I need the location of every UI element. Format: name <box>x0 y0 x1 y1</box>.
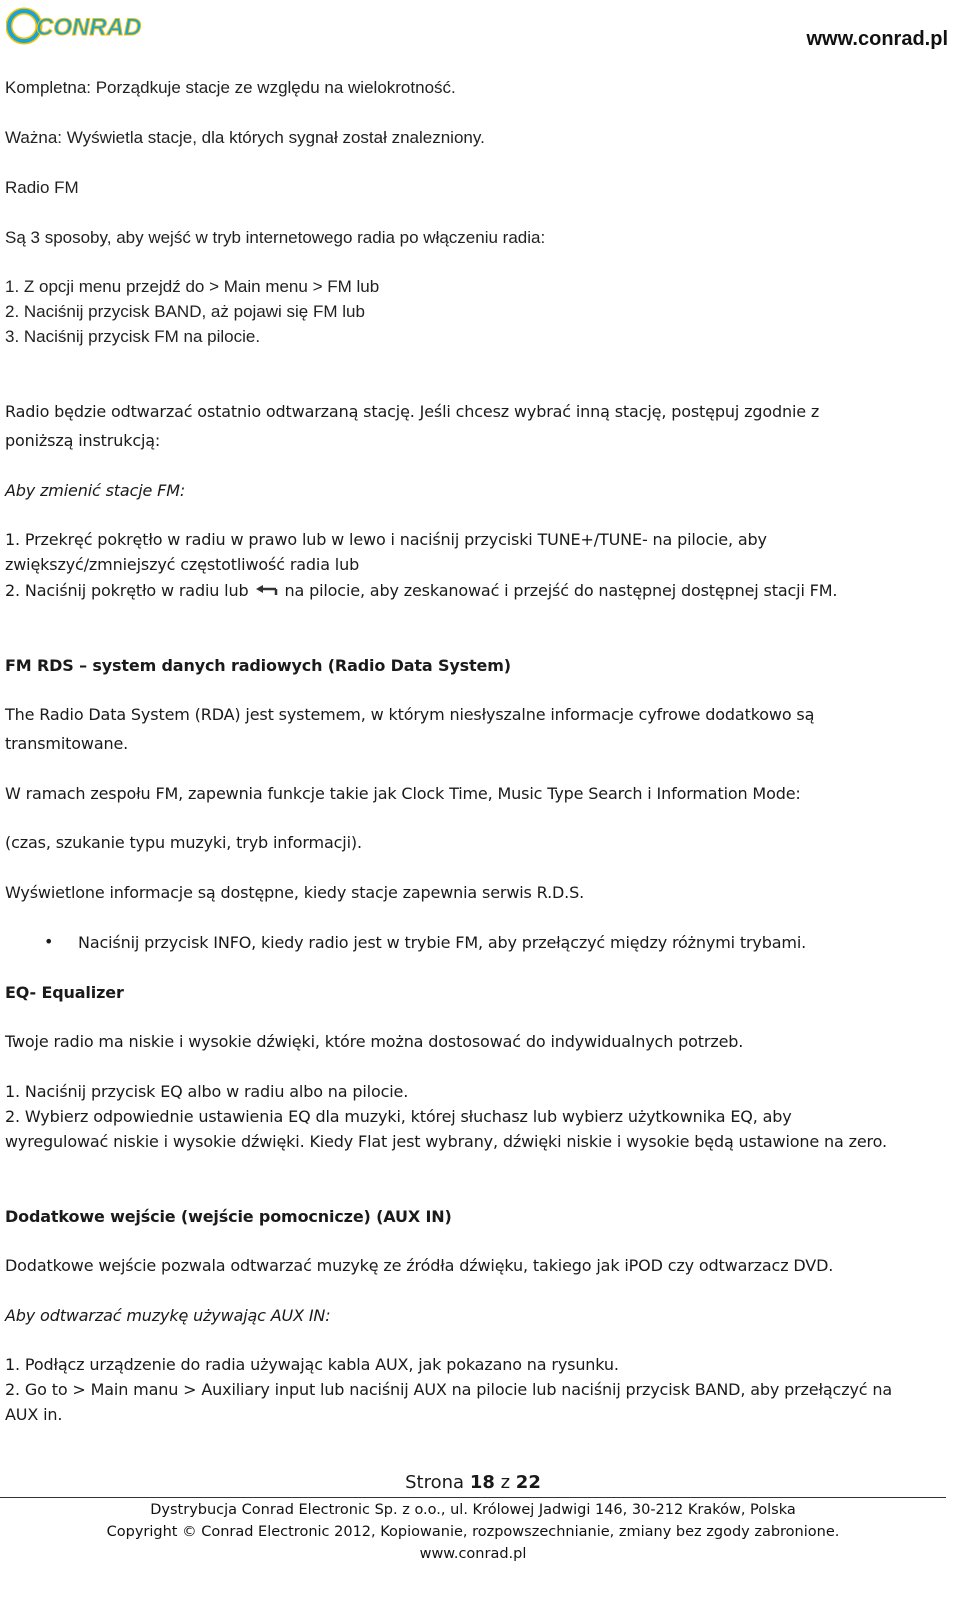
page-total: 22 <box>515 1472 541 1493</box>
list-item: 1. Przekręć pokrętło w radiu w prawo lub w lewo i naciśnij przyciski TUNE+/TUNE- na pilocie, aby <box>5 530 767 549</box>
paragraph: Radio będzie odtwarzać ostatnio odtwarzaną stację. Jeśli chcesz wybrać inną stację, postępuj zgodnie z <box>5 402 820 421</box>
footer-divider <box>0 1497 946 1498</box>
heading-aux: Dodatkowe wejście (wejście pomocnicze) (AUX IN) <box>5 1207 452 1226</box>
conrad-logo <box>6 6 166 46</box>
subheading-aux: Aby odtwarzać muzykę używając AUX IN: <box>5 1306 331 1325</box>
footer-address: Dystrybucja Conrad Electronic Sp. z o.o., ul. Królowej Jadwigi 146, 30-212 Kraków, Polska <box>150 1502 796 1518</box>
svg-text:CONRAD: CONRAD <box>36 14 142 41</box>
paragraph: poniższą instrukcją: <box>5 431 161 450</box>
bullet-item: Naciśnij przycisk INFO, kiedy radio jest w trybie FM, aby przełączyć między różnymi trybami. <box>78 933 807 952</box>
bullet-icon: • <box>44 932 54 951</box>
heading-eq: EQ- Equalizer <box>5 983 124 1002</box>
footer-copyright: Copyright © Conrad Electronic 2012, Kopiowanie, rozpowszechnianie, zmiany bez zgody zabronione. <box>106 1524 840 1540</box>
paragraph: W ramach zespołu FM, zapewnia funkcje takie jak Clock Time, Music Type Search i Information Mode: <box>5 784 801 803</box>
list-item: 2. Wybierz odpowiednie ustawienia EQ dla muzyki, której słuchasz lub wybierz użytkownika EQ, aby <box>5 1107 792 1126</box>
page-prefix: Strona <box>405 1472 465 1493</box>
paragraph: (czas, szukanie typu muzyki, tryb informacji). <box>5 833 362 852</box>
list-item: 2. Go to > Main manu > Auxiliary input lub naciśnij AUX na pilocie lub naciśnij przycisk BAND, aby przełączyć na <box>5 1380 892 1399</box>
heading-fm-rds: FM RDS – system danych radiowych (Radio Data System) <box>5 656 511 675</box>
page-number <box>0 1472 946 1493</box>
list-item: AUX in. <box>5 1405 63 1424</box>
list-item-text: 2. Naciśnij pokrętło w radiu lub <box>5 581 249 600</box>
paragraph: Wyświetlone informacje są dostępne, kiedy stacje zapewnia serwis R.D.S. <box>5 883 585 902</box>
paragraph: The Radio Data System (RDA) jest systemem, w którym niesłyszalne informacje cyfrowe dodatkowo są <box>5 705 815 724</box>
paragraph: Twoje radio ma niskie i wysokie dźwięki, które można dostosować do indywidualnych potrzeb. <box>5 1032 744 1051</box>
text-sposoby: Są 3 sposoby, aby wejść w tryb internetowego radia po włączeniu radia: <box>5 228 546 247</box>
subheading-aby-zmienic: Aby zmienić stacje FM: <box>5 481 186 500</box>
site-url[interactable]: www.conrad.pl <box>806 28 948 50</box>
list-item-text: na pilocie, aby zeskanować i przejść do następnej dostępnej stacji FM. <box>284 581 838 600</box>
heading-radio-fm: Radio FM <box>5 178 79 197</box>
text-kompletna: Kompletna: Porządkuje stacje ze względu na wielokrotność. <box>5 78 456 97</box>
text-wazna: Ważna: Wyświetla stacje, dla których sygnał został znalezniony. <box>5 128 485 147</box>
list-item: 2. Naciśnij przycisk BAND, aż pojawi się FM lub <box>5 302 365 321</box>
page-current: 18 <box>469 1472 495 1493</box>
footer-url[interactable]: www.conrad.pl <box>419 1546 527 1562</box>
paragraph: transmitowane. <box>5 734 129 753</box>
page-mid: z <box>500 1472 511 1493</box>
list-item: 3. Naciśnij przycisk FM na pilocie. <box>5 327 261 346</box>
list-item: wyregulować niskie i wysokie dźwięki. Kiedy Flat jest wybrany, dźwięki niskie i wysokie będą ustawione na zero. <box>5 1132 887 1151</box>
list-item: 1. Naciśnij przycisk EQ albo w radiu albo na pilocie. <box>5 1082 409 1101</box>
list-item: 1. Z opcji menu przejdź do > Main menu > FM lub <box>5 277 380 296</box>
list-item: zwiększyć/zmniejszyć częstotliwość radia lub <box>5 555 360 574</box>
back-arrow-icon <box>254 585 278 599</box>
paragraph: Dodatkowe wejście pozwala odtwarzać muzykę ze źródła dźwięku, takiego jak iPOD czy odtwarzacz DVD. <box>5 1256 834 1275</box>
list-item <box>5 580 837 602</box>
list-item: 1. Podłącz urządzenie do radia używając kabla AUX, jak pokazano na rysunku. <box>5 1355 619 1374</box>
